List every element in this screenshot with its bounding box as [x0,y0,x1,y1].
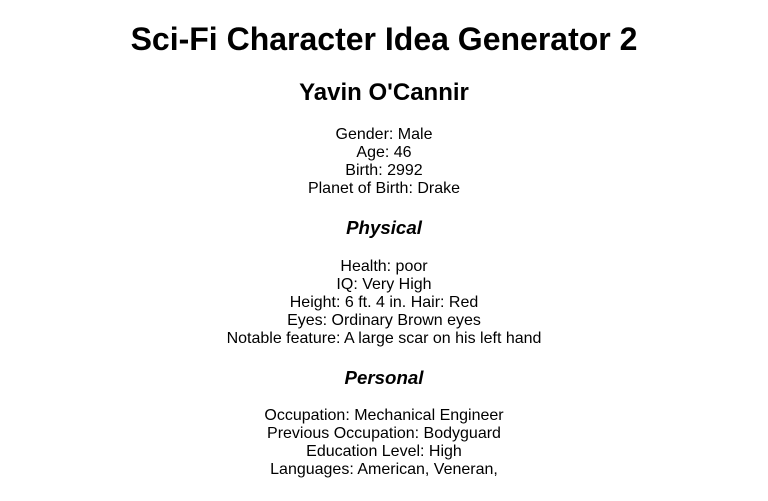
personal-info-block [0,407,768,479]
field-birth-year: Birth: 2992 [345,162,423,180]
field-previous-occupation: Previous Occupation: Bodyguard [267,425,501,443]
field-gender: Gender: Male [335,126,433,144]
page-title: Sci-Fi Character Idea Generator 2 [130,21,638,57]
field-height-hair: Height: 6 ft. 4 in. Hair: Red [289,293,479,311]
field-notable-feature: Notable feature: A large scar on his left hand [226,329,542,347]
field-age: Age: 46 [356,144,412,162]
field-education-level: Education Level: High [306,443,462,461]
field-iq: IQ: Very High [336,275,432,293]
field-eyes: Eyes: Ordinary Brown eyes [287,311,481,329]
field-occupation: Occupation: Mechanical Engineer [264,407,504,425]
section-heading-personal: Personal [344,366,424,388]
field-languages: Languages: American, Veneran, [270,461,498,479]
section-heading-physical: Physical [346,217,422,239]
basic-info-block [0,126,768,198]
field-health: Health: poor [340,257,428,275]
physical-info-block [0,258,768,348]
character-name: Yavin O'Cannir [299,78,469,106]
field-planet-of-birth: Planet of Birth: Drake [307,180,461,198]
character-generator-page [0,21,768,479]
